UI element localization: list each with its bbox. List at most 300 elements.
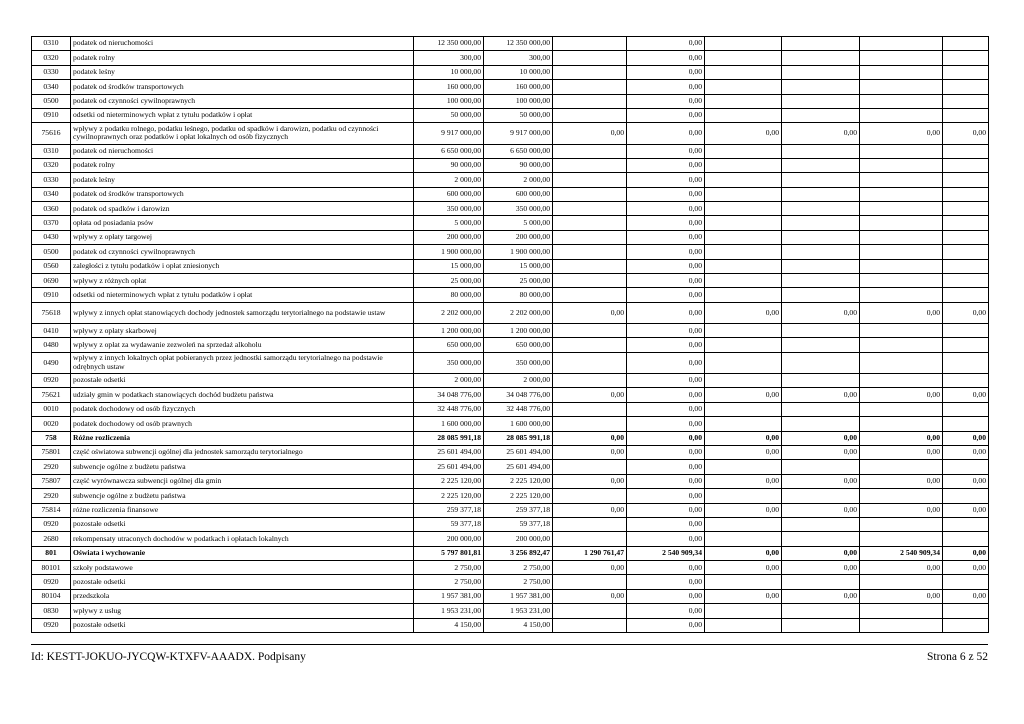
cell-plan: 350 000,00 xyxy=(414,202,484,216)
cell-col6 xyxy=(782,144,860,158)
cell-code: 0330 xyxy=(32,65,71,79)
cell-col3: 0,00 xyxy=(553,302,627,323)
cell-col5 xyxy=(705,202,782,216)
cell-name: Różne rozliczenia xyxy=(71,431,414,445)
table-row xyxy=(32,158,989,172)
table-row xyxy=(32,474,989,488)
cell-code: 0410 xyxy=(32,324,71,338)
cell-col8 xyxy=(943,187,989,201)
table-row xyxy=(32,123,989,144)
table-row xyxy=(32,202,989,216)
cell-col5 xyxy=(705,108,782,122)
cell-col3 xyxy=(553,288,627,302)
cell-plan: 4 150,00 xyxy=(414,618,484,632)
cell-col3 xyxy=(553,230,627,244)
cell-col7 xyxy=(860,187,943,201)
cell-col6 xyxy=(782,517,860,531)
cell-name: podatek od czynności cywilnoprawnych xyxy=(71,245,414,259)
cell-plan: 200 000,00 xyxy=(414,230,484,244)
cell-col8: 0,00 xyxy=(943,388,989,402)
cell-code: 0500 xyxy=(32,245,71,259)
cell-col6 xyxy=(782,338,860,352)
cell-name: podatek od czynności cywilnoprawnych xyxy=(71,94,414,108)
cell-col8 xyxy=(943,259,989,273)
cell-col5 xyxy=(705,604,782,618)
cell-current: 2 750,00 xyxy=(484,575,553,589)
cell-current: 4 150,00 xyxy=(484,618,553,632)
cell-col5 xyxy=(705,187,782,201)
cell-col5: 0,00 xyxy=(705,302,782,323)
cell-col3 xyxy=(553,259,627,273)
table-row xyxy=(32,144,989,158)
cell-name: podatek od nieruchomości xyxy=(71,37,414,51)
cell-col4: 0,00 xyxy=(627,575,705,589)
cell-current: 350 000,00 xyxy=(484,352,553,373)
cell-col8 xyxy=(943,230,989,244)
cell-col8 xyxy=(943,108,989,122)
cell-col6 xyxy=(782,65,860,79)
cell-col5 xyxy=(705,65,782,79)
cell-col5 xyxy=(705,230,782,244)
cell-current: 90 000,00 xyxy=(484,158,553,172)
cell-col8 xyxy=(943,202,989,216)
cell-name: wpływy z różnych opłat xyxy=(71,274,414,288)
cell-name: zaległości z tytułu podatków i opłat zniesionych xyxy=(71,259,414,273)
cell-code: 0500 xyxy=(32,94,71,108)
cell-col6 xyxy=(782,618,860,632)
cell-col8 xyxy=(943,417,989,431)
cell-col5 xyxy=(705,216,782,230)
cell-col3 xyxy=(553,65,627,79)
cell-name: odsetki od nieterminowych wpłat z tytułu podatków i opłat xyxy=(71,108,414,122)
cell-plan: 59 377,18 xyxy=(414,517,484,531)
cell-col6 xyxy=(782,173,860,187)
cell-col8 xyxy=(943,158,989,172)
cell-col7: 0,00 xyxy=(860,388,943,402)
cell-current: 2 225 120,00 xyxy=(484,489,553,503)
cell-col6: 0,00 xyxy=(782,302,860,323)
cell-col3 xyxy=(553,489,627,503)
cell-col6 xyxy=(782,274,860,288)
cell-name: podatek od środków transportowych xyxy=(71,187,414,201)
cell-col8 xyxy=(943,216,989,230)
cell-name: subwencje ogólne z budżetu państwa xyxy=(71,460,414,474)
cell-plan: 2 225 120,00 xyxy=(414,474,484,488)
cell-current: 2 225 120,00 xyxy=(484,474,553,488)
cell-col8 xyxy=(943,288,989,302)
budget-table xyxy=(31,36,989,633)
cell-current: 300,00 xyxy=(484,51,553,65)
cell-col6: 0,00 xyxy=(782,388,860,402)
cell-col8 xyxy=(943,338,989,352)
cell-col5 xyxy=(705,338,782,352)
cell-code: 0920 xyxy=(32,373,71,387)
cell-col3 xyxy=(553,532,627,546)
cell-col7 xyxy=(860,460,943,474)
cell-name: podatek dochodowy od osób fizycznych xyxy=(71,402,414,416)
cell-col6: 0,00 xyxy=(782,561,860,575)
cell-code: 75616 xyxy=(32,123,71,144)
cell-col3 xyxy=(553,202,627,216)
cell-current: 50 000,00 xyxy=(484,108,553,122)
table-row xyxy=(32,489,989,503)
cell-col7 xyxy=(860,604,943,618)
cell-col5 xyxy=(705,373,782,387)
cell-plan: 5 797 801,81 xyxy=(414,546,484,560)
cell-code: 0360 xyxy=(32,202,71,216)
cell-name: podatek od środków transportowych xyxy=(71,80,414,94)
cell-current: 3 256 892,47 xyxy=(484,546,553,560)
table-row xyxy=(32,80,989,94)
cell-plan: 259 377,18 xyxy=(414,503,484,517)
cell-current: 259 377,18 xyxy=(484,503,553,517)
cell-col4: 0,00 xyxy=(627,388,705,402)
cell-current: 1 200 000,00 xyxy=(484,324,553,338)
table-row xyxy=(32,338,989,352)
cell-current: 350 000,00 xyxy=(484,202,553,216)
cell-col4: 0,00 xyxy=(627,202,705,216)
cell-col7: 0,00 xyxy=(860,445,943,459)
cell-code: 0560 xyxy=(32,259,71,273)
cell-code: 0690 xyxy=(32,274,71,288)
cell-col3 xyxy=(553,51,627,65)
table-row xyxy=(32,417,989,431)
cell-code: 0920 xyxy=(32,618,71,632)
cell-name: pozostałe odsetki xyxy=(71,575,414,589)
cell-col4: 0,00 xyxy=(627,445,705,459)
cell-col6: 0,00 xyxy=(782,474,860,488)
cell-col8 xyxy=(943,274,989,288)
cell-code: 0920 xyxy=(32,517,71,531)
cell-col5 xyxy=(705,144,782,158)
cell-col7: 0,00 xyxy=(860,503,943,517)
cell-col8: 0,00 xyxy=(943,589,989,603)
cell-col7 xyxy=(860,417,943,431)
cell-col6 xyxy=(782,245,860,259)
cell-col7 xyxy=(860,158,943,172)
cell-name: wpływy z usług xyxy=(71,604,414,618)
cell-col3 xyxy=(553,94,627,108)
cell-col4: 0,00 xyxy=(627,259,705,273)
cell-col7 xyxy=(860,575,943,589)
cell-code: 0910 xyxy=(32,288,71,302)
cell-col8 xyxy=(943,144,989,158)
cell-name: wpływy z innych opłat stanowiących dochody jednostek samorządu terytorialnego na podstawie ustaw xyxy=(71,302,414,323)
cell-name: podatek od spadków i darowizn xyxy=(71,202,414,216)
table-row xyxy=(32,431,989,445)
cell-code: 75801 xyxy=(32,445,71,459)
cell-name: podatek leśny xyxy=(71,65,414,79)
cell-col5 xyxy=(705,37,782,51)
cell-current: 25 601 494,00 xyxy=(484,445,553,459)
cell-col7: 0,00 xyxy=(860,431,943,445)
cell-col6 xyxy=(782,402,860,416)
table-row xyxy=(32,173,989,187)
table-row xyxy=(32,274,989,288)
cell-current: 200 000,00 xyxy=(484,230,553,244)
cell-col3: 0,00 xyxy=(553,445,627,459)
cell-current: 1 900 000,00 xyxy=(484,245,553,259)
cell-col3 xyxy=(553,460,627,474)
cell-current: 1 957 381,00 xyxy=(484,589,553,603)
cell-col8: 0,00 xyxy=(943,302,989,323)
cell-col4: 0,00 xyxy=(627,373,705,387)
cell-current: 200 000,00 xyxy=(484,532,553,546)
cell-col5 xyxy=(705,274,782,288)
cell-name: różne rozliczenia finansowe xyxy=(71,503,414,517)
cell-plan: 2 750,00 xyxy=(414,575,484,589)
cell-name: wpływy z opłat za wydawanie zezwoleń na sprzedaż alkoholu xyxy=(71,338,414,352)
cell-col5: 0,00 xyxy=(705,445,782,459)
cell-col6: 0,00 xyxy=(782,431,860,445)
cell-plan: 2 202 000,00 xyxy=(414,302,484,323)
cell-col6 xyxy=(782,80,860,94)
cell-col3 xyxy=(553,108,627,122)
cell-name: podatek rolny xyxy=(71,158,414,172)
cell-col7 xyxy=(860,108,943,122)
cell-current: 2 000,00 xyxy=(484,173,553,187)
cell-current: 1 953 231,00 xyxy=(484,604,553,618)
cell-col6: 0,00 xyxy=(782,445,860,459)
cell-col7 xyxy=(860,202,943,216)
cell-plan: 12 350 000,00 xyxy=(414,37,484,51)
cell-current: 32 448 776,00 xyxy=(484,402,553,416)
table-row xyxy=(32,532,989,546)
cell-plan: 28 085 991,18 xyxy=(414,431,484,445)
cell-name: część wyrównawcza subwencji ogólnej dla gmin xyxy=(71,474,414,488)
cell-col3 xyxy=(553,80,627,94)
cell-current: 80 000,00 xyxy=(484,288,553,302)
cell-col8 xyxy=(943,94,989,108)
cell-name: przedszkola xyxy=(71,589,414,603)
cell-name: podatek od nieruchomości xyxy=(71,144,414,158)
cell-plan: 160 000,00 xyxy=(414,80,484,94)
cell-col4: 0,00 xyxy=(627,460,705,474)
cell-col6: 0,00 xyxy=(782,123,860,144)
cell-code: 0010 xyxy=(32,402,71,416)
cell-plan: 1 957 381,00 xyxy=(414,589,484,603)
cell-col4: 0,00 xyxy=(627,274,705,288)
cell-col5 xyxy=(705,517,782,531)
cell-col3: 1 290 761,47 xyxy=(553,546,627,560)
cell-col5 xyxy=(705,532,782,546)
cell-col6 xyxy=(782,575,860,589)
cell-col3 xyxy=(553,618,627,632)
cell-code: 75621 xyxy=(32,388,71,402)
cell-col6 xyxy=(782,94,860,108)
cell-code: 0320 xyxy=(32,51,71,65)
cell-col6 xyxy=(782,532,860,546)
cell-current: 5 000,00 xyxy=(484,216,553,230)
table-row xyxy=(32,288,989,302)
table-row xyxy=(32,37,989,51)
cell-plan: 1 600 000,00 xyxy=(414,417,484,431)
cell-code: 0480 xyxy=(32,338,71,352)
cell-col7 xyxy=(860,288,943,302)
cell-current: 34 048 776,00 xyxy=(484,388,553,402)
cell-col4: 0,00 xyxy=(627,517,705,531)
cell-code: 0340 xyxy=(32,80,71,94)
cell-col6 xyxy=(782,373,860,387)
cell-col3 xyxy=(553,158,627,172)
cell-col3 xyxy=(553,338,627,352)
cell-code: 80104 xyxy=(32,589,71,603)
cell-current: 160 000,00 xyxy=(484,80,553,94)
cell-name: subwencje ogólne z budżetu państwa xyxy=(71,489,414,503)
cell-col5 xyxy=(705,288,782,302)
cell-col5: 0,00 xyxy=(705,474,782,488)
cell-plan: 50 000,00 xyxy=(414,108,484,122)
cell-current: 2 750,00 xyxy=(484,561,553,575)
cell-current: 12 350 000,00 xyxy=(484,37,553,51)
cell-col7 xyxy=(860,402,943,416)
cell-name: część oświatowa subwencji ogólnej dla jednostek samorządu terytorialnego xyxy=(71,445,414,459)
cell-code: 2680 xyxy=(32,532,71,546)
cell-col4: 0,00 xyxy=(627,561,705,575)
cell-col5 xyxy=(705,80,782,94)
cell-col7 xyxy=(860,51,943,65)
cell-plan: 2 225 120,00 xyxy=(414,489,484,503)
table-row xyxy=(32,589,989,603)
cell-col7 xyxy=(860,144,943,158)
page-number: Strona 6 z 52 xyxy=(926,651,988,663)
cell-current: 25 000,00 xyxy=(484,274,553,288)
cell-name: wpływy z opłaty skarbowej xyxy=(71,324,414,338)
cell-col7: 0,00 xyxy=(860,302,943,323)
cell-col3 xyxy=(553,245,627,259)
cell-col8 xyxy=(943,80,989,94)
cell-col5 xyxy=(705,489,782,503)
table-row xyxy=(32,259,989,273)
cell-col3 xyxy=(553,173,627,187)
cell-col3 xyxy=(553,604,627,618)
cell-plan: 34 048 776,00 xyxy=(414,388,484,402)
cell-col4: 0,00 xyxy=(627,503,705,517)
cell-col8: 0,00 xyxy=(943,503,989,517)
cell-col4: 0,00 xyxy=(627,173,705,187)
table-row xyxy=(32,230,989,244)
cell-col4: 0,00 xyxy=(627,417,705,431)
cell-col6 xyxy=(782,108,860,122)
cell-col5: 0,00 xyxy=(705,589,782,603)
cell-col6: 0,00 xyxy=(782,546,860,560)
cell-current: 650 000,00 xyxy=(484,338,553,352)
cell-col8 xyxy=(943,373,989,387)
cell-plan: 1 900 000,00 xyxy=(414,245,484,259)
cell-name: pozostałe odsetki xyxy=(71,618,414,632)
cell-current: 25 601 494,00 xyxy=(484,460,553,474)
cell-col5 xyxy=(705,352,782,373)
cell-code: 2920 xyxy=(32,460,71,474)
table-row xyxy=(32,65,989,79)
cell-col6 xyxy=(782,230,860,244)
cell-plan: 25 601 494,00 xyxy=(414,460,484,474)
cell-col3 xyxy=(553,352,627,373)
cell-plan: 600 000,00 xyxy=(414,187,484,201)
cell-plan: 25 601 494,00 xyxy=(414,445,484,459)
cell-col7 xyxy=(860,173,943,187)
table-row xyxy=(32,388,989,402)
cell-col5 xyxy=(705,173,782,187)
cell-col6: 0,00 xyxy=(782,503,860,517)
cell-col3 xyxy=(553,37,627,51)
cell-col7: 0,00 xyxy=(860,561,943,575)
cell-col7 xyxy=(860,216,943,230)
cell-col3 xyxy=(553,324,627,338)
cell-col5: 0,00 xyxy=(705,388,782,402)
cell-col6 xyxy=(782,324,860,338)
cell-col4: 0,00 xyxy=(627,474,705,488)
table-row xyxy=(32,445,989,459)
cell-col3: 0,00 xyxy=(553,474,627,488)
cell-col7: 2 540 909,34 xyxy=(860,546,943,560)
cell-col7 xyxy=(860,80,943,94)
cell-col7 xyxy=(860,352,943,373)
table-row xyxy=(32,373,989,387)
cell-code: 0910 xyxy=(32,108,71,122)
cell-col7 xyxy=(860,373,943,387)
cell-code: 0310 xyxy=(32,144,71,158)
table-row xyxy=(32,460,989,474)
cell-col3: 0,00 xyxy=(553,503,627,517)
cell-col6 xyxy=(782,51,860,65)
cell-col7: 0,00 xyxy=(860,123,943,144)
cell-col6 xyxy=(782,460,860,474)
table-row xyxy=(32,575,989,589)
table-row xyxy=(32,324,989,338)
cell-col7 xyxy=(860,274,943,288)
cell-col8 xyxy=(943,460,989,474)
cell-col6 xyxy=(782,158,860,172)
cell-col8 xyxy=(943,37,989,51)
cell-name: odsetki od nieterminowych wpłat z tytułu podatków i opłat xyxy=(71,288,414,302)
cell-col4: 0,00 xyxy=(627,604,705,618)
cell-col8 xyxy=(943,352,989,373)
cell-name: rekompensaty utraconych dochodów w podatkach i opłatach lokalnych xyxy=(71,532,414,546)
cell-col3: 0,00 xyxy=(553,431,627,445)
cell-plan: 200 000,00 xyxy=(414,532,484,546)
cell-col8 xyxy=(943,489,989,503)
cell-current: 9 917 000,00 xyxy=(484,123,553,144)
cell-col8 xyxy=(943,532,989,546)
cell-code: 0320 xyxy=(32,158,71,172)
cell-col5 xyxy=(705,158,782,172)
cell-col4: 0,00 xyxy=(627,288,705,302)
table-row xyxy=(32,561,989,575)
cell-code: 75814 xyxy=(32,503,71,517)
cell-code: 0330 xyxy=(32,173,71,187)
cell-code: 801 xyxy=(32,546,71,560)
cell-plan: 650 000,00 xyxy=(414,338,484,352)
cell-col7 xyxy=(860,230,943,244)
cell-current: 28 085 991,18 xyxy=(484,431,553,445)
cell-col3 xyxy=(553,216,627,230)
cell-col4: 0,00 xyxy=(627,230,705,244)
cell-plan: 1 953 231,00 xyxy=(414,604,484,618)
cell-code: 75618 xyxy=(32,302,71,323)
cell-col7 xyxy=(860,489,943,503)
cell-name: podatek leśny xyxy=(71,173,414,187)
cell-name: pozostałe odsetki xyxy=(71,373,414,387)
cell-col4: 0,00 xyxy=(627,94,705,108)
cell-col8 xyxy=(943,604,989,618)
cell-col8: 0,00 xyxy=(943,474,989,488)
cell-code: 80101 xyxy=(32,561,71,575)
cell-code: 0370 xyxy=(32,216,71,230)
cell-plan: 1 200 000,00 xyxy=(414,324,484,338)
cell-col4: 0,00 xyxy=(627,108,705,122)
cell-code: 0430 xyxy=(32,230,71,244)
